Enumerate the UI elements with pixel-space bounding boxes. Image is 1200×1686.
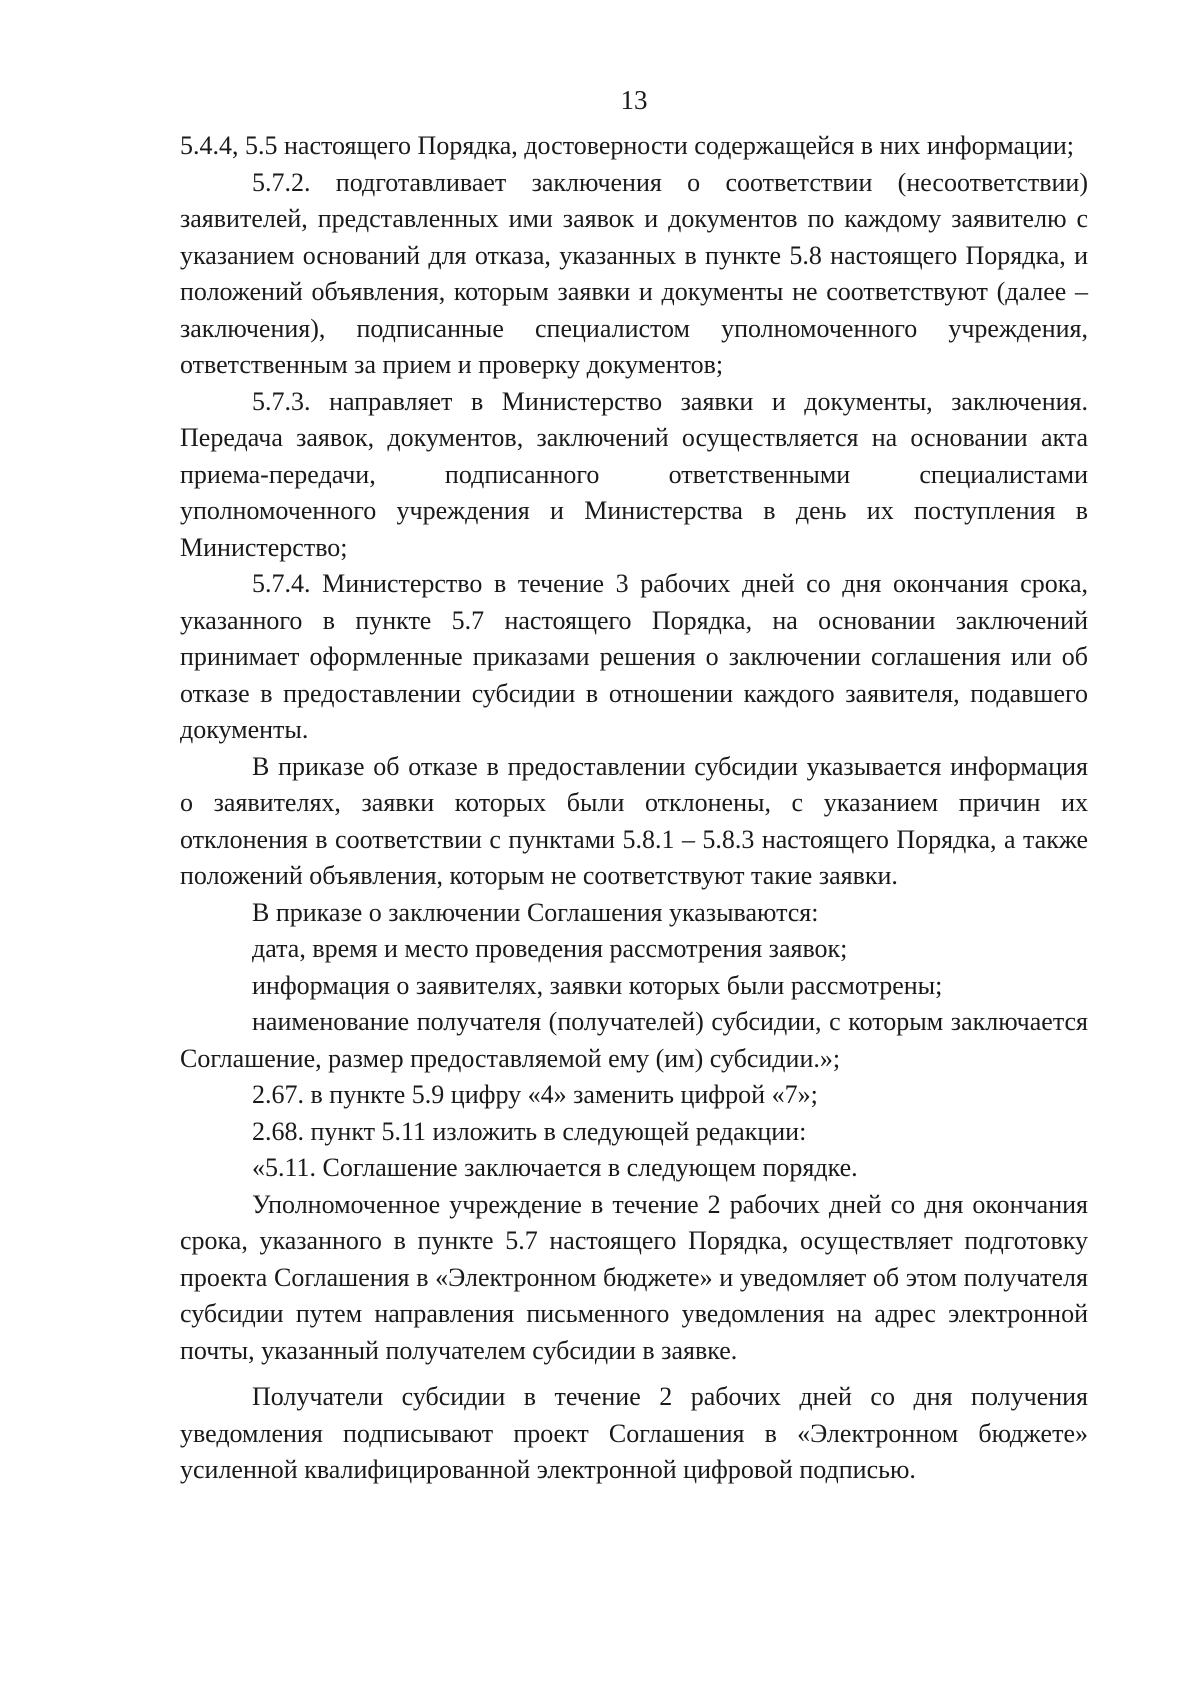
paragraph-recipients-sign: Получатели субсидии в течение 2 рабочих дней со дня получения уведомления подписывают проект Соглашения в «Электронном бюджете» усиленной квалифицированной электронной цифровой подписью. <box>180 1382 1088 1484</box>
paragraph-authorized-institution: Уполномоченное учреждение в течение 2 рабочих дней со дня окончания срока, указанного в пункте 5.7 настоящего Порядка, осуществляет подготовку проекта Соглашения в «Электронном бюджете» и уведомляет об этом получателя субсидии путем направления письменного уведомления на адрес электронной почты, указанный получателем субсидии в заявке. <box>180 1189 1088 1365</box>
paragraph-continuation: 5.4.4, 5.5 настоящего Порядка, достоверности содержащейся в них информации; <box>180 131 1074 160</box>
page-number: 13 <box>620 85 648 115</box>
paragraph-2-67: 2.67. в пункте 5.9 цифру «4» заменить цифрой «7»; <box>252 1080 818 1109</box>
paragraph-2-68: 2.68. пункт 5.11 изложить в следующей редакции: <box>252 1116 807 1146</box>
document-body <box>180 128 1088 1489</box>
paragraph-refusal-order: В приказе об отказе в предоставлении субсидии указывается информация о заявителях, заявки которых были отклонены, с указанием причин их отклонения в соответствии с пунктами 5.8.1 – 5.8.3 настоящего Порядка, а также положений объявления, которым не соответствуют такие заявки. <box>180 751 1088 890</box>
paragraph-5-7-2: 5.7.2. подготавливает заключения о соответствии (несоответствии) заявителей, представленных ими заявок и документов по каждому заявителю с указанием оснований для отказа, указанных в пункте 5.8 настоящего Порядка, и положений объявления, которым заявки и документы не соответствуют (далее – заключения), подписанные специалистом уполномоченного учреждения, ответственным за прием и проверку документов; <box>180 167 1088 379</box>
paragraph-5-7-4: 5.7.4. Министерство в течение 3 рабочих дней со дня окончания срока, указанного в пункте 5.7 настоящего Порядка, на основании заключений принимает оформленные приказами решения о заключении соглашения или об отказе в предоставлении субсидии в отношении каждого заявителя, подавшего документы. <box>180 569 1088 744</box>
paragraph-5-7-3: 5.7.3. направляет в Министерство заявки и документы, заключения. Передача заявок, документов, заключений осуществляется на основании акта приема-передачи, подписанного ответственными специалистами уполномоченного учреждения и Министерства в день их поступления в Министерство; <box>180 386 1088 562</box>
list-item-recipient-name: наименование получателя (получателей) субсидии, с которым заключается Соглашение, размер предоставляемой ему (им) субсидии.»; <box>180 1007 1088 1073</box>
paragraph-agreement-order: В приказе о заключении Соглашения указываются: <box>252 897 819 927</box>
list-item-date-time-place: дата, время и место проведения рассмотрения заявок; <box>252 934 848 963</box>
paragraph-5-11: «5.11. Соглашение заключается в следующем порядке. <box>252 1153 858 1182</box>
list-item-applicants-info: информация о заявителях, заявки которых были рассмотрены; <box>252 970 943 1000</box>
